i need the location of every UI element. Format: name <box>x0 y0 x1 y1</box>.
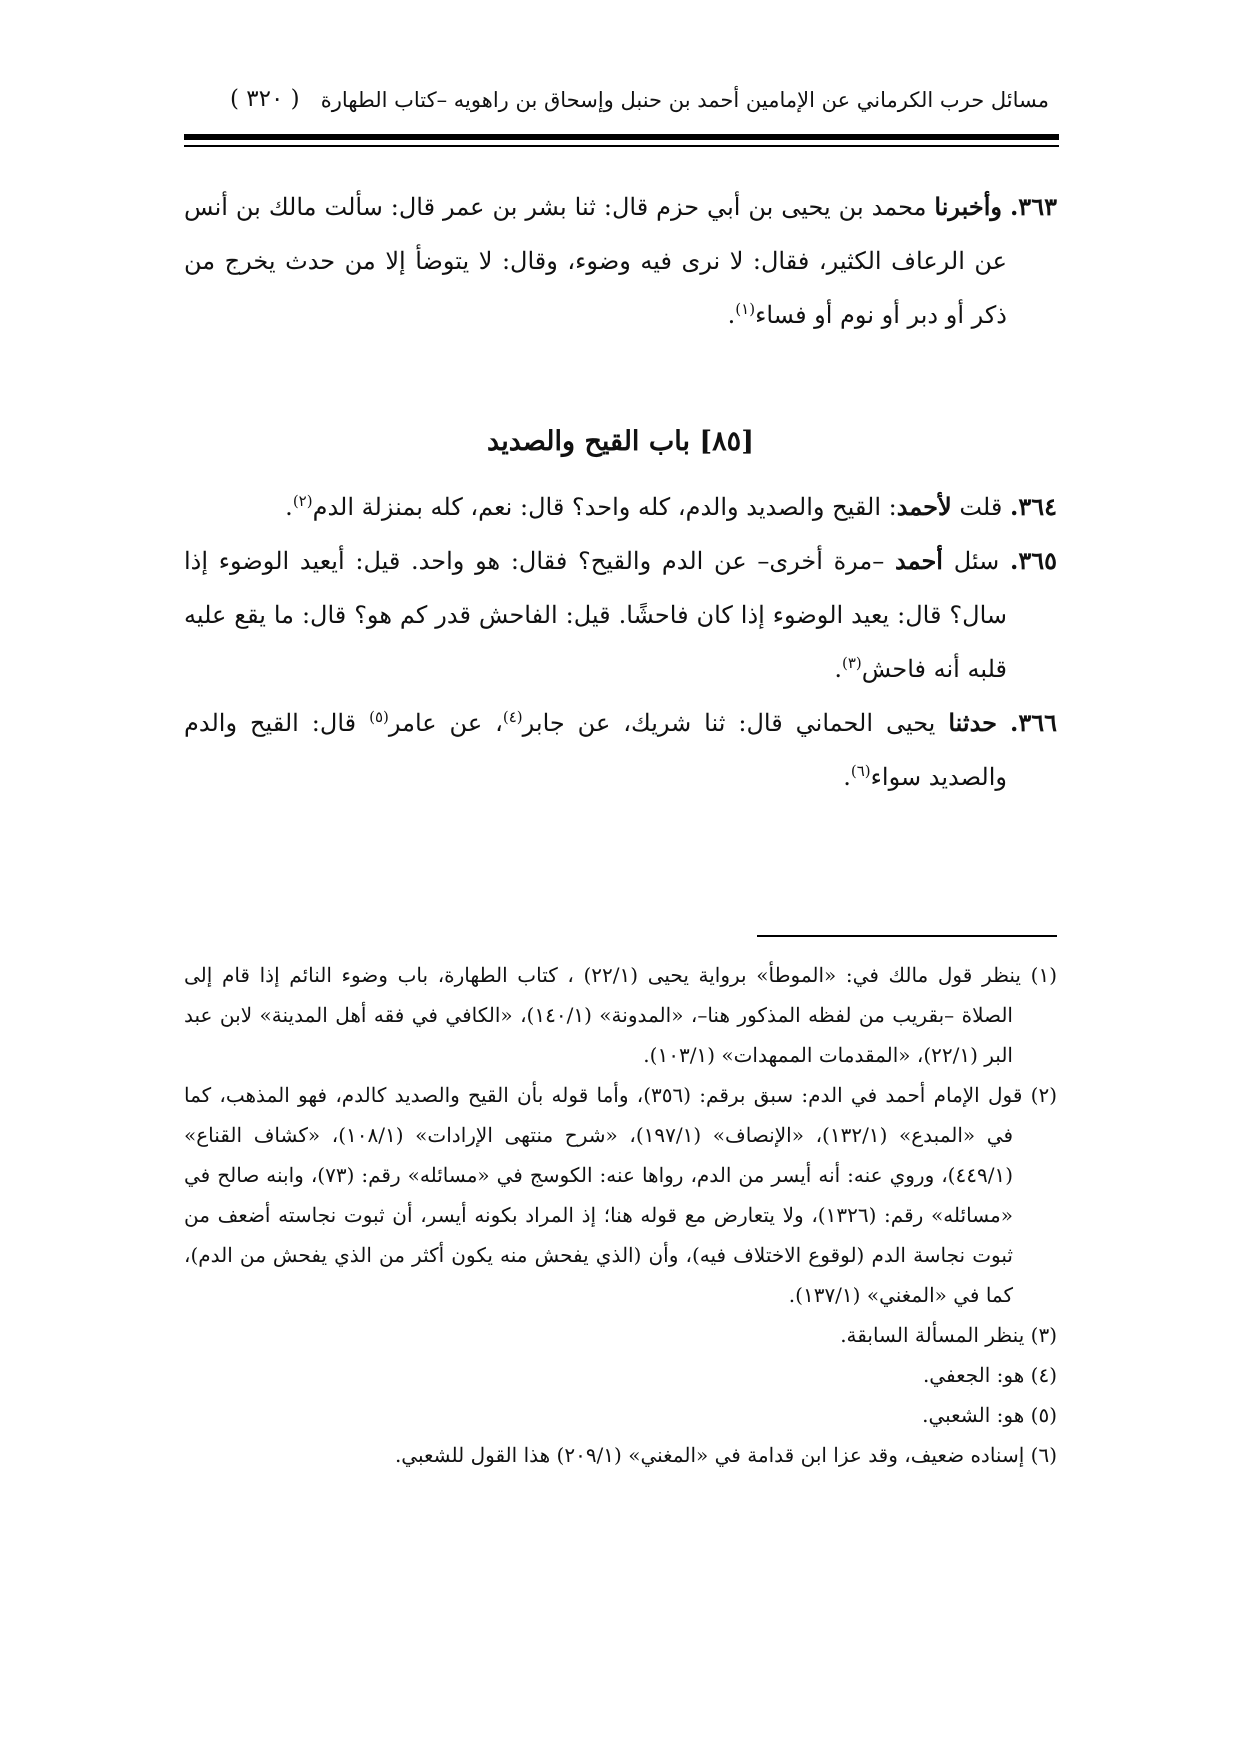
footnote-ref: (٣) <box>842 654 862 672</box>
entry-365: ٣٦٥. سئل أحمد –مرة أخرى– عن الدم والقيح؟ فقال: هو واحد. قيل: أيعيد الوضوء إذا سال؟ قال: يعيد الوضوء إذا كان فاحشًا. قيل: الفاحش قدر كم هو؟ قال: ما يقع عليه قلبه أنه فاحش$^{(٣)}$. <box>184 546 1057 683</box>
footnote-4: (٤) هو: الجعفي. <box>922 1363 1057 1387</box>
header-rule-thick <box>184 134 1059 140</box>
chapter-heading <box>184 418 1057 466</box>
person-name: أحمد <box>895 546 943 575</box>
entry-text: محمد بن يحيى بن أبي حزم قال: ثنا بشر بن عمر قال: سألت مالك بن أنس عن الرعاف الكثير، فقال: لا نرى فيه وضوء، وقال: لا يتوضأ إلا من حدث يخرج من ذكر أو دبر أو نوم أو فساء <box>184 193 1007 329</box>
entry-text: : القيح والصديد والدم، كله واحد؟ قال: نعم، كله بمنزلة الدم <box>312 493 897 521</box>
page-number: ( ٣٢٠ ) <box>230 86 300 112</box>
footnote-ref: (٥) <box>369 708 389 726</box>
footnote-ref: (٢) <box>292 492 313 510</box>
entry-363: ٣٦٣. وأخبرنا محمد بن يحيى بن أبي حزم قال: ثنا بشر بن عمر قال: سألت مالك بن أنس عن الرعاف الكثير، فقال: لا نرى فيه وضوء، وقال: لا يتوضأ إلا من حدث يخرج من ذكر أو دبر أو نوم أو فساء$^{(١)}$. <box>184 192 1057 329</box>
running-title: مسائل حرب الكرماني عن الإمامين أحمد بن حنبل وإسحاق بن راهويه –كتاب الطهارة <box>320 88 1049 112</box>
person-name: لأحمد <box>896 492 952 521</box>
header-rule-thin <box>184 145 1059 147</box>
footnote-1: (١) ينظر قول مالك في: «الموطأ» برواية يحيى (٢٢/١) ، كتاب الطهارة، باب وضوء النائم إذا قام إلى الصلاة –بقريب من لفظه المذكور هنا–، «المدونة» (١٤٠/١)، «الكافي في فقه أهل المدينة» لابن عبد البر (٢٢/١)، «المقدمات الممهدات» (١٠٣/١). <box>184 963 1057 1067</box>
footnote-ref: (٤) <box>502 708 523 726</box>
chapter-number: [٨٥] <box>699 426 754 457</box>
footnote-separator <box>757 935 1057 937</box>
entry-number: ٣٦٣. <box>1009 192 1057 221</box>
footnote-ref: (١) <box>735 300 756 318</box>
entry-text: –مرة أخرى– عن الدم والقيح؟ فقال: هو واحد. قيل: أيعيد الوضوء إذا سال؟ قال: يعيد الوضوء إذا كان فاحشًا. قيل: الفاحش قدر كم هو؟ قال: ما يقع عليه قلبه أنه فاحش <box>184 547 1007 683</box>
entry-number: ٣٦٤. <box>1009 492 1057 521</box>
entry-364: ٣٦٤. قلت لأحمد: القيح والصديد والدم، كله واحد؟ قال: نعم، كله بمنزلة الدم$^{(٢)}$. <box>285 492 1057 521</box>
entry-lead-word: حدثنا <box>948 708 998 737</box>
footnote-3: (٣) ينظر المسألة السابقة. <box>840 1323 1057 1347</box>
footnote-2: (٢) قول الإمام أحمد في الدم: سبق برقم: (٣٥٦)، وأما قوله بأن القيح والصديد كالدم، فهو المذهب، كما في «المبدع» (١٣٢/١)، «الإنصاف» (١٩٧/١)، «شرح منتهى الإرادات» (١٠٨/١)، «كشاف القناع» (٤٤٩/١)، وروي عنه: أنه أيسر من الدم، رواها عنه: الكوسج في «مسائله» رقم: (٧٣)، وابنه صالح في «مسائله» رقم: (١٣٢٦)، ولا يتعارض مع قوله هنا؛ إذ المراد بكونه أيسر، أن ثبوت نجاسته أضعف من ثبوت نجاسة الدم (لوقوع الاختلاف فيه)، وأن (الذي يفحش منه يكون أكثر من الذي يفحش من الدم)، كما في «المغني» (١٣٧/١). <box>184 1083 1057 1307</box>
main-text <box>184 180 1057 804</box>
page-header <box>200 84 1049 124</box>
footnotes <box>184 955 1057 1475</box>
footnote-6: (٦) إسناده ضعيف، وقد عزا ابن قدامة في «المغني» (٢٠٩/١) هذا القول للشعبي. <box>394 1443 1057 1467</box>
entry-366: ٣٦٦. حدثنا يحيى الحماني قال: ثنا شريك، عن جابر$^{(٤)}$، عن عامر$^{(٥)}$ قال: القيح والدم والصديد سواء$^{(٦)}$. <box>184 708 1058 791</box>
entry-text: يحيى الحماني قال: ثنا شريك، عن جابر <box>522 709 936 737</box>
footnote-5: (٥) هو: الشعبي. <box>922 1403 1057 1427</box>
entry-number: ٣٦٦. <box>1009 708 1058 737</box>
chapter-title: باب القيح والصديد <box>487 426 690 457</box>
entry-lead-word: وأخبرنا <box>934 192 1002 221</box>
entry-number: ٣٦٥. <box>1009 546 1057 575</box>
footnote-ref: (٦) <box>850 762 871 780</box>
